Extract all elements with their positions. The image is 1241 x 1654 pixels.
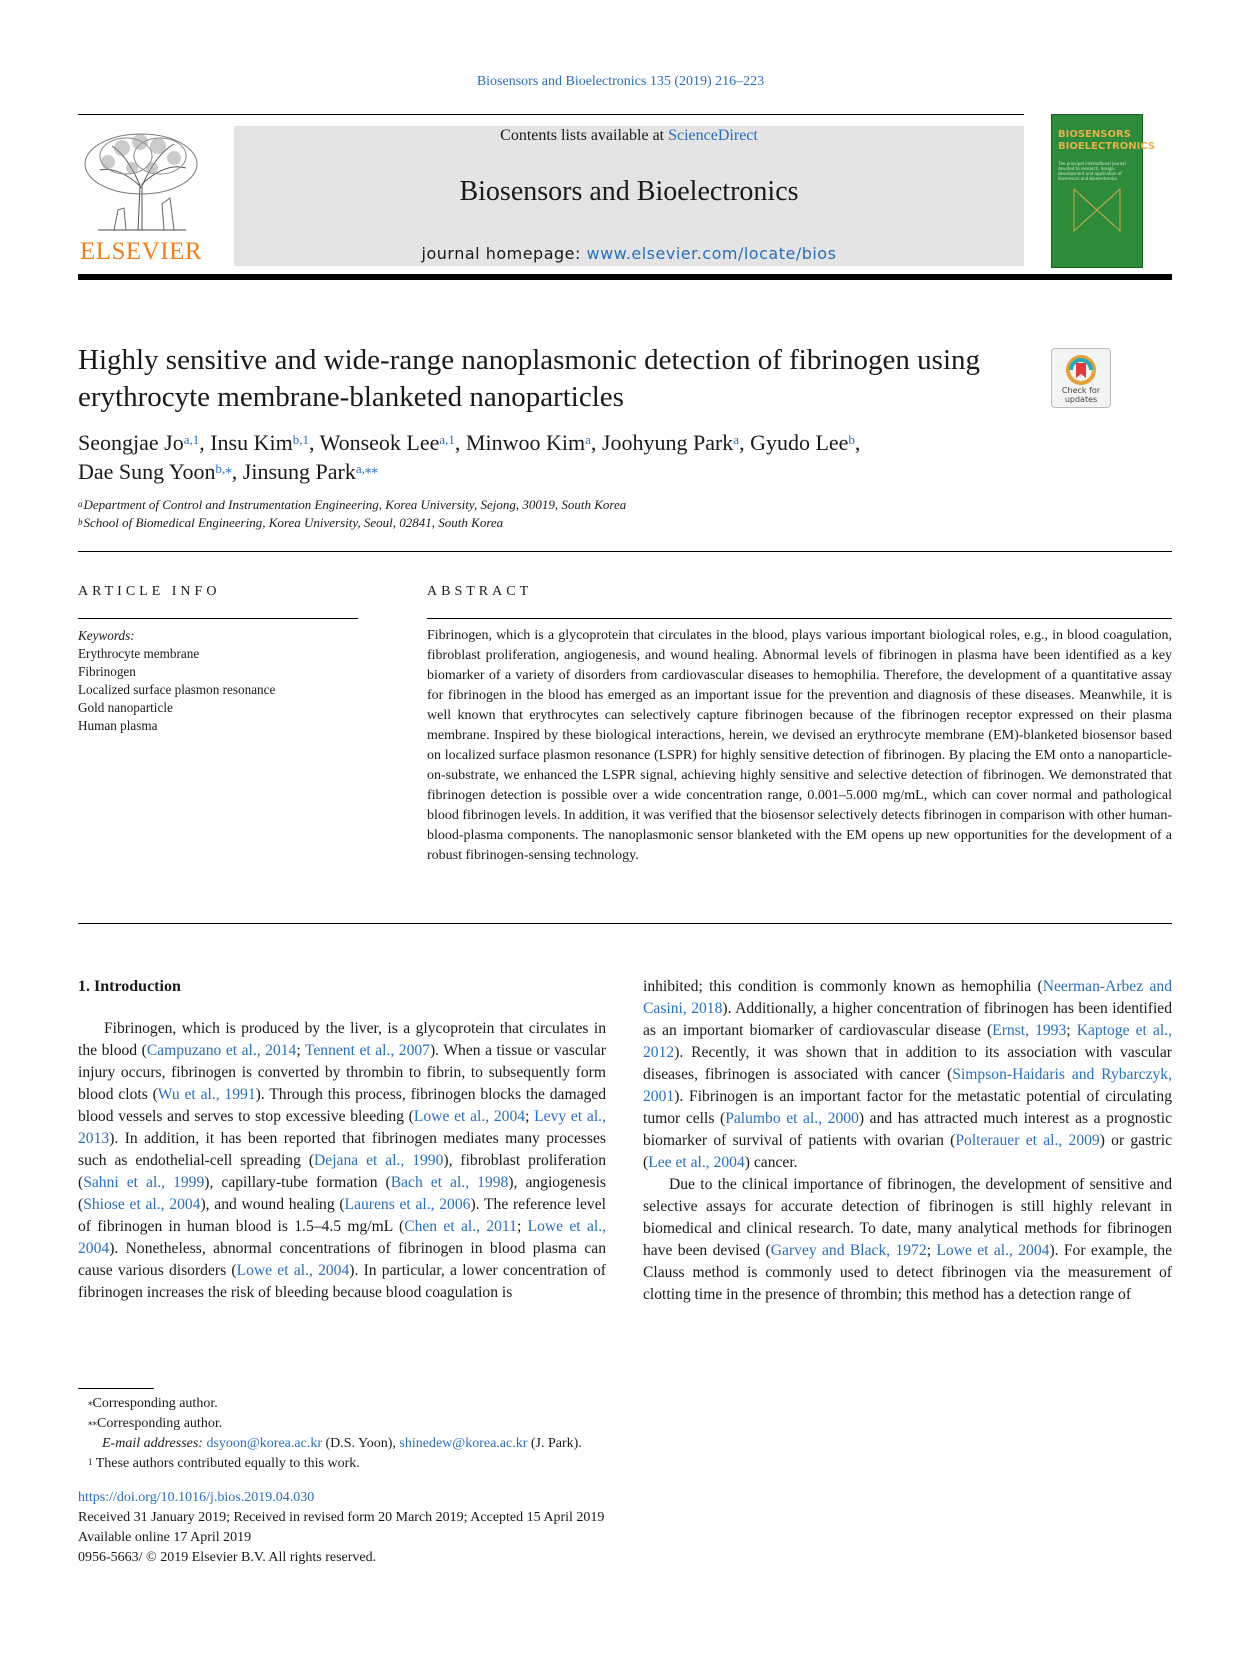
footnote-mark: ⁎	[88, 1397, 93, 1407]
citation-link[interactable]: Levy et al., 2013	[78, 1108, 606, 1147]
citation-link[interactable]: Campuzano et al., 2014	[146, 1042, 297, 1059]
body-text: ;	[525, 1108, 535, 1125]
author-separator: ,	[590, 430, 602, 455]
author-affiliation-mark[interactable]: a,⁎⁎	[355, 461, 378, 476]
citation-link[interactable]: Sahni et al., 1999	[83, 1174, 205, 1191]
email-owner: (J. Park).	[527, 1436, 582, 1451]
affiliation-text: Department of Control and Instrumentation Engineering, Korea University, Sejong, 30019, South Korea	[83, 497, 627, 512]
doi-link[interactable]: https://doi.org/10.1016/j.bios.2019.04.030	[78, 1490, 315, 1505]
author-separator: ,	[739, 430, 751, 455]
copyright: 0956-5663/ © 2019 Elsevier B.V. All rights reserved.	[78, 1550, 377, 1565]
body-text: ), fibroblast proliferation (	[78, 1152, 607, 1191]
body-paragraph	[643, 976, 1172, 1174]
footnote-mark: 1	[88, 1457, 93, 1467]
body-text: ;	[1066, 1022, 1077, 1039]
keyword-item: Fibrinogen	[78, 664, 136, 679]
journal-title: Biosensors and Bioelectronics	[459, 176, 799, 207]
author-name: Minwoo Kim	[465, 430, 586, 455]
available-online: Available online 17 April 2019	[78, 1530, 252, 1545]
email-label: E-mail addresses:	[102, 1436, 203, 1451]
citation-link[interactable]: Dejana et al., 1990	[314, 1152, 444, 1169]
journal-citation[interactable]: Biosensors and Bioelectronics 135 (2019) 216–223	[476, 74, 765, 89]
footnote-text: These authors contributed equally to this work.	[95, 1456, 360, 1471]
body-text: ). The reference level of fibrinogen in human blood is 1.5–4.5 mg/mL (	[78, 1196, 606, 1235]
cover-graphic-icon	[1072, 185, 1122, 235]
footnote-emails	[78, 1434, 978, 1454]
author-affiliation-mark[interactable]: a,1	[439, 432, 455, 447]
author-affiliation-mark[interactable]: b	[848, 432, 855, 447]
journal-homepage	[234, 244, 1024, 263]
header-rule	[78, 114, 1024, 115]
body-text: ) and has attracted much interest as a prognostic biomarker of survival of patients with ovarian (	[643, 1110, 1172, 1149]
affiliation-a	[78, 496, 978, 514]
homepage-link[interactable]: www.elsevier.com/locate/bios	[586, 244, 837, 263]
footnote-rule	[78, 1388, 154, 1389]
citation-link[interactable]: Garvey and Black, 1972	[770, 1242, 927, 1259]
citation-link[interactable]: Ernst, 1993	[992, 1022, 1067, 1039]
elsevier-logo[interactable]	[78, 126, 204, 266]
keyword-item: Localized surface plasmon resonance	[78, 682, 276, 697]
body-text: ). Nonetheless, abnormal concentrations of fibrinogen in blood plasma can cause various disorders (	[78, 1240, 606, 1279]
keywords-label: Keywords:	[78, 628, 135, 643]
citation-link[interactable]: Chen et al., 2011	[404, 1218, 517, 1235]
footnote-mark: ⁎⁎	[88, 1417, 97, 1427]
body-paragraph	[78, 1018, 606, 1304]
footnote-equal-contribution	[78, 1454, 978, 1474]
citation-link[interactable]: Tennent et al., 2007	[304, 1042, 430, 1059]
author-affiliation-mark[interactable]: b,1	[292, 432, 309, 447]
author-affiliation-mark[interactable]: a	[733, 432, 740, 447]
author-list	[78, 428, 1078, 486]
body-text: ). Additionally, a higher concentration of fibrinogen has been identified as an important biomarker of cardiovascular disease (	[643, 1000, 1172, 1039]
body-text: ) cancer.	[744, 1154, 798, 1171]
journal-banner	[234, 126, 1024, 266]
body-paragraph	[643, 1174, 1172, 1306]
author-separator: ,	[454, 430, 466, 455]
citation-link[interactable]: Laurens et al., 2006	[344, 1196, 471, 1213]
journal-cover-image[interactable]	[1051, 114, 1156, 268]
author-name: Insu Kim	[210, 430, 293, 455]
affiliation-mark: a	[78, 499, 83, 509]
body-text: Fibrinogen, which is produced by the liver, is a glycoprotein that circulates in the blood (	[78, 1020, 606, 1059]
email-owner: (D.S. Yoon),	[322, 1436, 400, 1451]
footnote-text: Corresponding author.	[92, 1396, 218, 1411]
body-text: ;	[516, 1218, 528, 1235]
article-info-heading: ARTICLE INFO	[78, 584, 221, 599]
body-column-right	[643, 976, 1172, 1306]
footnotes	[78, 1394, 978, 1474]
bookmark-icon	[1065, 354, 1097, 386]
citation-link[interactable]: Neerman-Arbez and Casini, 2018	[643, 978, 1172, 1017]
body-text: ), angiogenesis (	[78, 1174, 606, 1213]
keywords-block	[78, 627, 368, 735]
contents-prefix: Contents lists available at	[500, 127, 669, 144]
author-name: Gyudo Lee	[750, 430, 849, 455]
abstract-rule	[427, 618, 1172, 619]
author-affiliation-mark[interactable]: a,1	[183, 432, 200, 447]
author-name: Joohyung Park	[601, 430, 734, 455]
abstract-text: Fibrinogen, which is a glycoprotein that circulates in the blood, plays various important biological roles, e.g., in blood coagulation, fibroblast proliferation, angiogenesis, and wound healing. Abnormal levels of fibrinogen in plasma have been identified as a key biomarker of a variety of disorders from cardiovascular diseases to hemophilia. Therefore, the development of a quantitative assay for fibrinogen in the blood has emerged as an important issue for the prevention and diagnosis of these diseases. Meanwhile, it is well known that erythrocytes can selectively capture fibrinogen because of the fibrinogen receptor expressed on their plasma membrane. Inspired by these biological interactions, herein, we devised an erythrocyte membrane (EM)-blanketed biosensor based on localized surface plasmon resonance (LSPR) for highly sensitive detection of fibrinogen. By placing the EM onto a nanoparticle-on-substrate, we enhanced the LSPR signal, achieving highly sensitive and selective detection of fibrinogen. We demonstrated that fibrinogen detection is possible over a wide concentration range, 0.001–5.000 mg/mL, which can cover normal and pathological blood fibrinogen levels. In addition, it was verified that the biosensor selectively detects fibrinogen in comparison with other human-blood-plasma components. The nanoplasmonic sensor blanketed with the EM opens up new opportunities for the development of a robust fibrinogen-sensing technology.	[427, 628, 1172, 863]
affiliations	[78, 496, 978, 532]
body-text: ). Fibrinogen is an important factor for the metastatic potential of circulating tumor cells (	[643, 1088, 1172, 1127]
article-info-rule	[78, 618, 358, 619]
elsevier-tree-icon	[78, 126, 204, 234]
body-text: ;	[296, 1042, 305, 1059]
author-name: Jinsung Park	[242, 459, 356, 484]
abstract-heading: ABSTRACT	[427, 584, 533, 599]
paper-title: Highly sensitive and wide-range nanoplasmonic detection of fibrinogen using erythrocyte membrane-blanketed nanoparticles	[78, 344, 981, 413]
citation-link[interactable]: Lowe et al., 2004	[78, 1218, 606, 1257]
affiliation-mark: b	[78, 517, 83, 527]
citation-link[interactable]: Lowe et al., 2004	[236, 1262, 350, 1279]
affiliation-b	[78, 514, 978, 532]
email-link[interactable]: dsyoon@korea.ac.kr	[206, 1436, 322, 1451]
body-text: ). When a tissue or vascular injury occurs, fibrinogen is converted by thrombin to fibrin, to subsequently form blood clots (	[78, 1042, 607, 1103]
footnote-corresponding-2	[78, 1414, 978, 1434]
homepage-prefix: journal homepage:	[421, 244, 587, 263]
author-affiliation-mark[interactable]: a	[585, 432, 591, 447]
body-text: ). Recently, it was shown that in addition to its association with vascular diseases, fibrinogen is associated with cancer (	[643, 1044, 1172, 1083]
publication-info	[78, 1488, 978, 1568]
body-text: ). In particular, a lower concentration of fibrinogen increases the risk of bleeding because blood coagulation is	[78, 1262, 606, 1301]
citation-link[interactable]: Kaptoge et al., 2012	[643, 1022, 1172, 1061]
email-link[interactable]: shinedew@korea.ac.kr	[399, 1436, 528, 1451]
check-for-updates-badge[interactable]	[1051, 348, 1111, 408]
section-heading-introduction: 1. Introduction	[78, 978, 181, 995]
citation-link[interactable]: Lowe et al., 2004	[413, 1108, 526, 1125]
header-thick-rule	[78, 274, 1172, 280]
body-text: ), and wound healing (	[200, 1196, 345, 1213]
body-text: ) or gastric (	[643, 1132, 1172, 1171]
author-separator: ,	[854, 430, 861, 455]
author-name: Dae Sung Yoon	[78, 459, 216, 484]
section-rule	[78, 551, 1172, 552]
citation-link[interactable]: Simpson-Haidaris and Rybarczyk, 2001	[643, 1066, 1172, 1105]
keyword-item: Human plasma	[78, 718, 158, 733]
citation-link[interactable]: Wu et al., 1991	[157, 1086, 256, 1103]
cover-title: BIOSENSORS BIOELECTRONICS	[1058, 129, 1156, 152]
citation-link[interactable]: Lowe et al., 2004	[936, 1242, 1050, 1259]
body-text: ). In addition, it has been reported that fibrinogen mediates many processes such as endothelial-cell spreading (	[78, 1130, 606, 1169]
cover-subtitle: The principal international journal devoted to research, design, development and application of biosensors and bioelectronics	[1058, 161, 1126, 181]
publisher-name: ELSEVIER	[79, 238, 203, 265]
body-text: ). Through this process, fibrinogen blocks the damaged blood vessels and serves to stop excessive bleeding (	[78, 1086, 607, 1125]
body-column-left	[78, 976, 606, 1304]
sciencedirect-link[interactable]: ScienceDirect	[668, 127, 758, 144]
citation-link[interactable]: Lee et al., 2004	[648, 1154, 745, 1171]
received-dates: Received 31 January 2019; Received in revised form 20 March 2019; Accepted 15 April 2019	[78, 1510, 605, 1525]
abstract-bottom-rule	[78, 923, 1172, 924]
body-text: ), capillary-tube formation (	[204, 1174, 391, 1191]
citation-link[interactable]: Bach et al., 1998	[390, 1174, 509, 1191]
author-name: Wonseok Lee	[319, 430, 440, 455]
author-affiliation-mark[interactable]: b,⁎	[215, 461, 232, 476]
footnote-text: Corresponding author.	[97, 1416, 223, 1431]
affiliation-text: School of Biomedical Engineering, Korea University, Seoul, 02841, South Korea	[83, 515, 504, 530]
body-text: ). For example, the Clauss method is commonly used to detect fibrinogen via the measurement of clotting time in the presence of thrombin; this method has a detection range of	[643, 1242, 1173, 1303]
body-text: Due to the clinical importance of fibrinogen, the development of sensitive and selective assays for accurate detection of fibrinogen is still highly relevant in biomedical and clinical research. To date, many analytical methods for fibrinogen have been devised (	[643, 1176, 1172, 1259]
contents-line	[234, 127, 1024, 145]
citation-link[interactable]: Shiose et al., 2004	[83, 1196, 201, 1213]
body-text: inhibited; this condition is commonly known as hemophilia (	[643, 978, 1043, 995]
author-separator: ,	[231, 459, 243, 484]
body-text: ;	[926, 1242, 937, 1259]
author-separator: ,	[308, 430, 320, 455]
citation-link[interactable]: Polterauer et al., 2009	[955, 1132, 1100, 1149]
footnote-corresponding-1	[78, 1394, 978, 1414]
citation-link[interactable]: Palumbo et al., 2000	[725, 1110, 859, 1127]
keyword-item: Gold nanoparticle	[78, 700, 173, 715]
keyword-item: Erythrocyte membrane	[78, 646, 200, 661]
author-name: Seongjae Jo	[78, 430, 184, 455]
author-separator: ,	[199, 430, 211, 455]
badge-label: Check for updates	[1061, 386, 1101, 404]
